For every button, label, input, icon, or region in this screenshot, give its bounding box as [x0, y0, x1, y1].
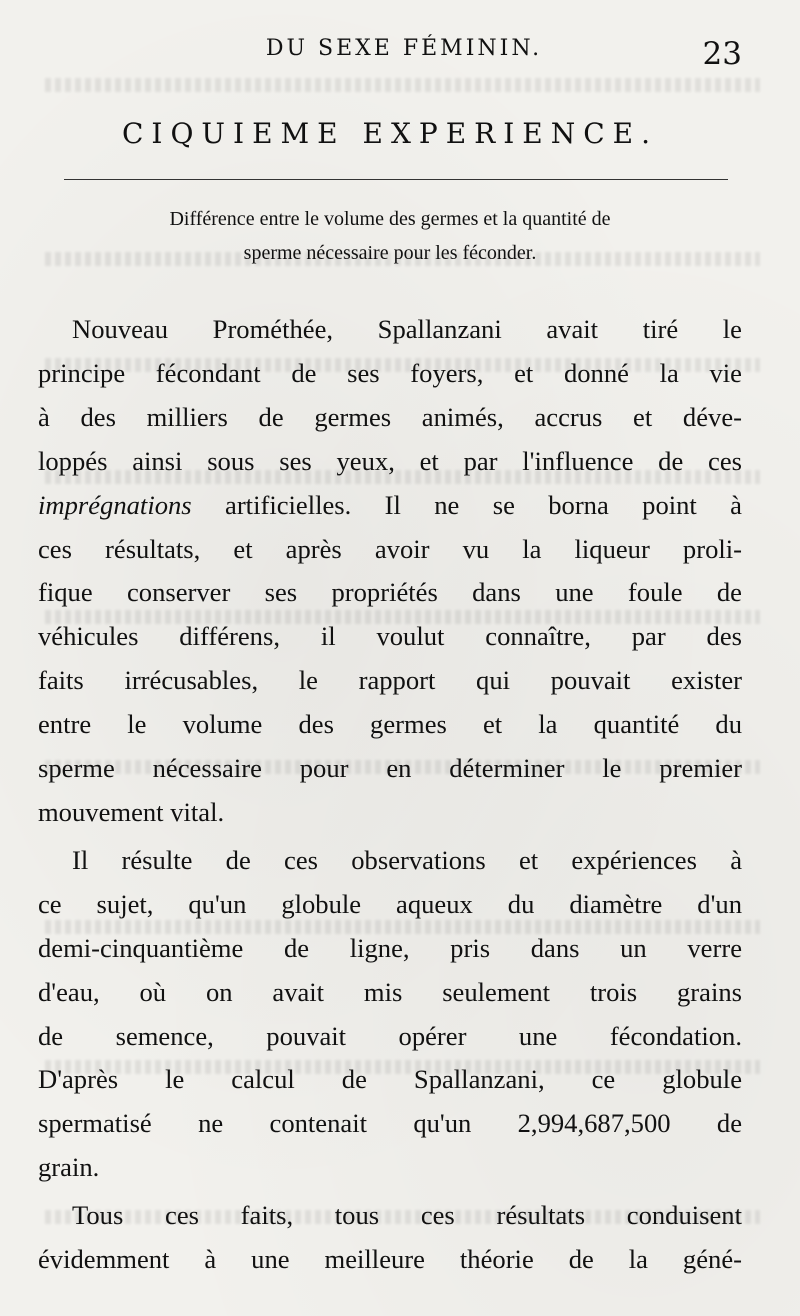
text-line: sperme nécessaire pour en déterminer le premier: [38, 753, 742, 784]
text-line: spermatisé ne contenait qu'un 2,994,687,500 de: [38, 1108, 742, 1139]
text-line: ce sujet, qu'un globule aqueux du diamètre d'un: [38, 888, 742, 919]
text-line: Il résulte de ces observations et expériences à: [72, 844, 742, 875]
text-line: d'eau, où on avait mis seulement trois grains: [38, 976, 742, 1007]
text-line: évidemment à une meilleure théorie de la géné-: [38, 1244, 742, 1275]
text-line: de semence, pouvait opérer une fécondation.: [38, 1020, 742, 1051]
text-line: faits irrécusables, le rapport qui pouvait exister: [38, 665, 742, 696]
paragraph-observations: [38, 839, 742, 1190]
text-line: à des milliers de germes animés, accrus et déve-: [38, 401, 742, 432]
text-line: Tous ces faits, tous ces résultats conduisent: [72, 1200, 742, 1231]
text-line: grain.: [38, 1152, 100, 1183]
text-line-rest: artificielles. Il ne se borna point à: [191, 489, 742, 520]
text-line: véhicules différens, il voulut connaître, par des: [38, 621, 742, 652]
text-line: loppés ainsi sous ses yeux, et par l'influence de ces: [38, 445, 742, 476]
text-line: [38, 484, 742, 528]
page-number: 23: [702, 36, 742, 72]
subtitle-line: sperme nécessaire pour les féconder.: [243, 242, 537, 264]
text-line: ces résultats, et après avoir vu la liqueur proli-: [38, 533, 742, 564]
paragraph-conclusion: [38, 1194, 742, 1282]
text-line: Nouveau Prométhée, Spallanzani avait tiré le: [72, 314, 742, 344]
paragraph-prometheus: [38, 308, 742, 835]
experiment-subtitle: [38, 202, 742, 270]
text-line: D'après le calcul de Spallanzani, ce globule: [38, 1064, 742, 1095]
text-line: fique conserver ses propriétés dans une foule de: [38, 577, 742, 608]
subtitle-line: Différence entre le volume des germes et la quantité de: [169, 208, 611, 230]
text-line: demi-cinquantième de ligne, pris dans un verre: [38, 932, 742, 963]
running-head: [38, 36, 742, 78]
running-title: DU SEXE FÉMININ.: [265, 36, 543, 61]
section-divider: [64, 179, 728, 180]
experiment-title: CIQUIEME EXPERIENCE.: [121, 117, 659, 150]
text-line: entre le volume des germes et la quantité du: [38, 709, 742, 740]
italic-term: imprégnations: [38, 489, 192, 520]
text-line: mouvement vital.: [38, 796, 225, 827]
text-line: principe fécondant de ses foyers, et donné la vie: [38, 357, 742, 388]
